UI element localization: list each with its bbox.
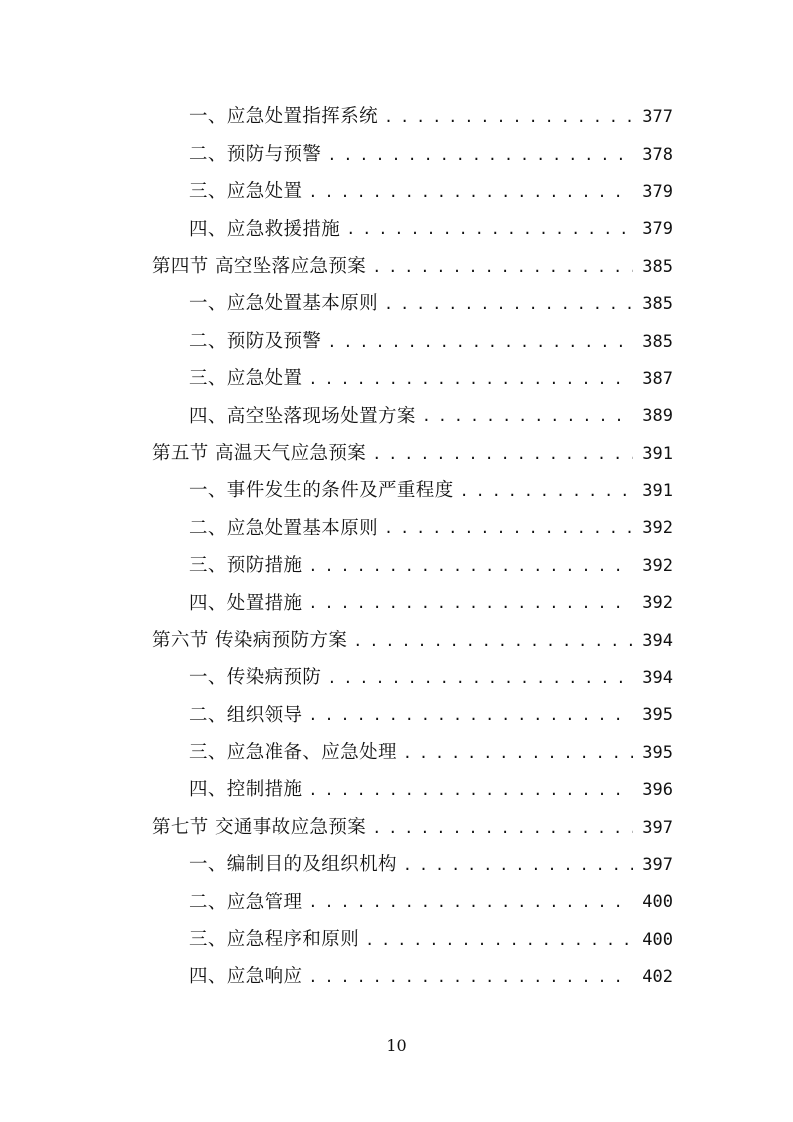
toc-entry[interactable] bbox=[0, 548, 793, 585]
toc-entry[interactable] bbox=[0, 211, 793, 248]
toc-entry-title: 四、控制措施 bbox=[189, 779, 303, 801]
toc-dot-leader bbox=[308, 970, 633, 985]
toc-entry-title: 四、处置措施 bbox=[189, 592, 303, 614]
toc-entry-title: 四、应急救援措施 bbox=[189, 218, 341, 240]
toc-entry[interactable] bbox=[0, 735, 793, 772]
toc-entry[interactable] bbox=[0, 660, 793, 697]
toc-entry-page: 391 bbox=[642, 481, 673, 502]
toc-entry-title: 三、应急准备、应急处理 bbox=[189, 742, 397, 764]
toc-entry-title: 四、应急响应 bbox=[189, 966, 303, 988]
toc-dot-leader bbox=[308, 708, 633, 723]
toc-dot-leader bbox=[422, 409, 633, 424]
toc-entry[interactable] bbox=[0, 959, 793, 996]
toc-entry-page: 396 bbox=[642, 780, 673, 801]
toc-entry-page: 400 bbox=[642, 892, 673, 913]
toc-dot-leader bbox=[308, 559, 633, 574]
toc-entry-title: 二、组织领导 bbox=[189, 704, 303, 726]
toc-entry-title: 一、传染病预防 bbox=[189, 667, 322, 689]
toc-entry-page: 389 bbox=[642, 406, 673, 427]
toc-entry-page: 402 bbox=[642, 967, 673, 988]
toc-entry[interactable] bbox=[0, 922, 793, 959]
toc-dot-leader bbox=[384, 110, 633, 125]
toc-entry-title: 二、预防与预警 bbox=[189, 143, 322, 165]
toc-entry[interactable] bbox=[0, 286, 793, 323]
toc-dot-leader bbox=[372, 447, 633, 462]
toc-entry-title: 一、应急处置基本原则 bbox=[189, 293, 379, 315]
toc-entry-page: 385 bbox=[642, 294, 673, 315]
page-number: 10 bbox=[386, 1036, 407, 1055]
toc-entry-title: 三、应急处置 bbox=[189, 181, 303, 203]
toc-dot-leader bbox=[327, 671, 633, 686]
toc-dot-leader bbox=[460, 484, 633, 499]
toc-entry-page: 397 bbox=[642, 855, 673, 875]
toc-entry-title: 第四节 高空坠落应急预案 bbox=[152, 256, 367, 277]
toc-entry-page: 392 bbox=[642, 555, 673, 576]
toc-entry-page: 397 bbox=[642, 817, 673, 838]
toc-entry[interactable] bbox=[0, 136, 793, 173]
toc-entry[interactable] bbox=[0, 323, 793, 360]
toc-dot-leader bbox=[308, 185, 633, 200]
toc-entry-title: 三、应急处置 bbox=[189, 368, 303, 390]
toc-dot-leader bbox=[327, 335, 633, 350]
toc-dot-leader bbox=[372, 260, 633, 275]
toc-entry-title: 一、编制目的及组织机构 bbox=[189, 854, 397, 876]
toc-entry-page: 387 bbox=[642, 368, 673, 389]
toc-entry-title: 二、应急管理 bbox=[189, 891, 303, 913]
toc-section-entry[interactable] bbox=[0, 622, 793, 659]
toc-section-entry[interactable] bbox=[0, 249, 793, 286]
toc-entry[interactable] bbox=[0, 99, 793, 136]
toc-dot-leader bbox=[384, 521, 633, 536]
toc-entry[interactable] bbox=[0, 361, 793, 398]
toc-dot-leader bbox=[372, 821, 633, 836]
table-of-contents bbox=[0, 99, 793, 996]
toc-entry[interactable] bbox=[0, 473, 793, 510]
toc-dot-leader bbox=[346, 222, 633, 237]
toc-entry-page: 379 bbox=[642, 181, 673, 202]
toc-entry[interactable] bbox=[0, 510, 793, 547]
toc-entry-page: 394 bbox=[642, 630, 673, 651]
toc-dot-leader bbox=[308, 372, 633, 387]
toc-dot-leader bbox=[308, 596, 633, 611]
toc-entry-page: 395 bbox=[642, 705, 673, 726]
toc-entry[interactable] bbox=[0, 884, 793, 921]
toc-entry-page: 400 bbox=[642, 929, 673, 950]
toc-dot-leader bbox=[308, 895, 633, 910]
toc-entry-page: 379 bbox=[642, 219, 673, 240]
toc-entry-title: 二、应急处置基本原则 bbox=[189, 517, 379, 539]
toc-entry[interactable] bbox=[0, 772, 793, 809]
toc-entry-page: 385 bbox=[642, 331, 673, 352]
toc-entry-title: 一、事件发生的条件及严重程度 bbox=[189, 480, 454, 502]
toc-entry-title: 四、高空坠落现场处置方案 bbox=[189, 405, 416, 427]
toc-entry-title: 二、预防及预警 bbox=[189, 330, 322, 352]
toc-entry-page: 385 bbox=[642, 256, 673, 277]
toc-entry[interactable] bbox=[0, 398, 793, 435]
toc-entry-title: 第六节 传染病预防方案 bbox=[152, 629, 348, 651]
toc-section-entry[interactable] bbox=[0, 436, 793, 473]
toc-entry-title: 三、应急程序和原则 bbox=[189, 929, 360, 951]
toc-entry-title: 一、应急处置指挥系统 bbox=[189, 106, 379, 128]
toc-entry-page: 378 bbox=[642, 144, 673, 165]
toc-entry-page: 391 bbox=[642, 443, 673, 464]
toc-dot-leader bbox=[353, 634, 633, 649]
toc-entry-page: 377 bbox=[642, 107, 673, 128]
toc-dot-leader bbox=[308, 783, 633, 798]
toc-entry[interactable] bbox=[0, 847, 793, 884]
toc-entry-title: 第五节 高温天气应急预案 bbox=[152, 442, 367, 464]
toc-entry-page: 392 bbox=[642, 593, 673, 614]
toc-entry-title: 第七节 交通事故应急预案 bbox=[152, 816, 367, 838]
toc-entry-page: 392 bbox=[642, 518, 673, 539]
toc-dot-leader bbox=[403, 858, 633, 873]
toc-entry-page: 394 bbox=[642, 668, 673, 689]
toc-dot-leader bbox=[365, 933, 633, 948]
toc-dot-leader bbox=[327, 148, 633, 163]
toc-section-entry[interactable] bbox=[0, 809, 793, 846]
toc-entry[interactable] bbox=[0, 585, 793, 622]
toc-entry-title: 三、预防措施 bbox=[189, 555, 303, 577]
toc-entry-page: 395 bbox=[642, 742, 673, 763]
toc-dot-leader bbox=[384, 297, 633, 312]
toc-dot-leader bbox=[403, 746, 633, 761]
toc-entry[interactable] bbox=[0, 697, 793, 734]
toc-entry[interactable] bbox=[0, 174, 793, 211]
